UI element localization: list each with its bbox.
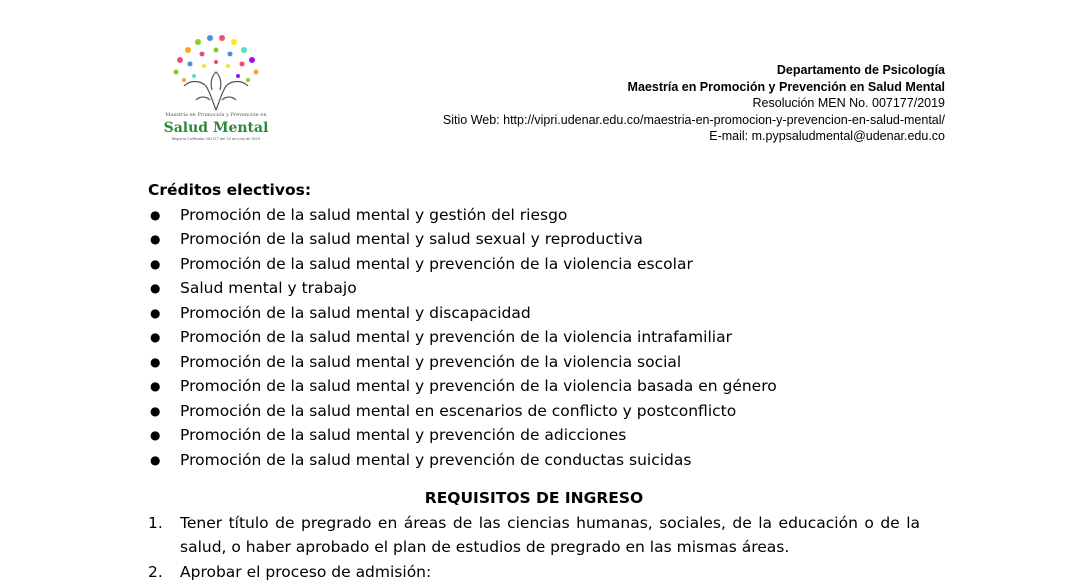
bullet-icon: ●	[150, 448, 160, 473]
tree-logo-icon	[160, 30, 272, 114]
website-link[interactable]: Sitio Web: http://vipri.udenar.edu.co/maestria-en-promocion-y-prevencion-en-salud-mental/	[443, 112, 945, 129]
logo-title: Salud Mental	[160, 120, 272, 136]
document-body	[148, 178, 920, 584]
list-item: ● Promoción de la salud mental y salud sexual y reproductiva	[148, 227, 920, 252]
item-text: Tener título de pregrado en áreas de las ciencias humanas, sociales, de la educación o de la salud, o haber aprobado el plan de estudios de pregrado en las mismas áreas.	[180, 514, 920, 557]
list-item	[148, 560, 920, 584]
list-item: ● Promoción de la salud mental y prevención de conductas suicidas	[148, 448, 920, 473]
list-item: ● Promoción de la salud mental y prevención de la violencia escolar	[148, 252, 920, 277]
list-item: ● Promoción de la salud mental y discapacidad	[148, 301, 920, 326]
bullet-icon: ●	[150, 301, 160, 326]
bullet-icon: ●	[150, 227, 160, 252]
item-number: 2.	[148, 560, 163, 584]
list-item: ● Promoción de la salud mental y prevención de la violencia social	[148, 350, 920, 375]
department-name: Departamento de Psicología	[443, 62, 945, 79]
list-item: ● Promoción de la salud mental y prevención de la violencia basada en género	[148, 374, 920, 399]
bullet-icon: ●	[150, 374, 160, 399]
list-item: ● Promoción de la salud mental y gestión del riesgo	[148, 203, 920, 228]
requirements-list	[148, 511, 920, 584]
list-item: ● Salud mental y trabajo	[148, 276, 920, 301]
program-logo	[160, 30, 272, 148]
electives-list	[148, 203, 920, 473]
bullet-icon: ●	[150, 399, 160, 424]
bullet-icon: ●	[150, 325, 160, 350]
list-item: ● Promoción de la salud mental y prevención de la violencia intrafamiliar	[148, 325, 920, 350]
email-link[interactable]: E-mail: m.pypsaludmental@udenar.edu.co	[443, 128, 945, 145]
item-text: Aprobar el proceso de admisión:	[180, 563, 431, 581]
program-name: Maestría en Promoción y Prevención en Salud Mental	[443, 79, 945, 96]
letterhead	[443, 62, 945, 145]
item-number: 1.	[148, 511, 163, 536]
list-item: ● Promoción de la salud mental y prevención de adicciones	[148, 423, 920, 448]
logo-caption: Maestría en Promoción y Prevención en	[160, 112, 272, 118]
bullet-icon: ●	[150, 350, 160, 375]
logo-registration: Registro Calificado 007177 del 10 de julio de 2019	[160, 137, 272, 142]
bullet-icon: ●	[150, 276, 160, 301]
resolution-text: Resolución MEN No. 007177/2019	[443, 95, 945, 112]
requirements-title: REQUISITOS DE INGRESO	[148, 486, 920, 511]
bullet-icon: ●	[150, 203, 160, 228]
list-item	[148, 511, 920, 560]
list-item: ● Promoción de la salud mental en escenarios de conflicto y postconflicto	[148, 399, 920, 424]
electives-title: Créditos electivos:	[148, 178, 920, 203]
bullet-icon: ●	[150, 423, 160, 448]
bullet-icon: ●	[150, 252, 160, 277]
